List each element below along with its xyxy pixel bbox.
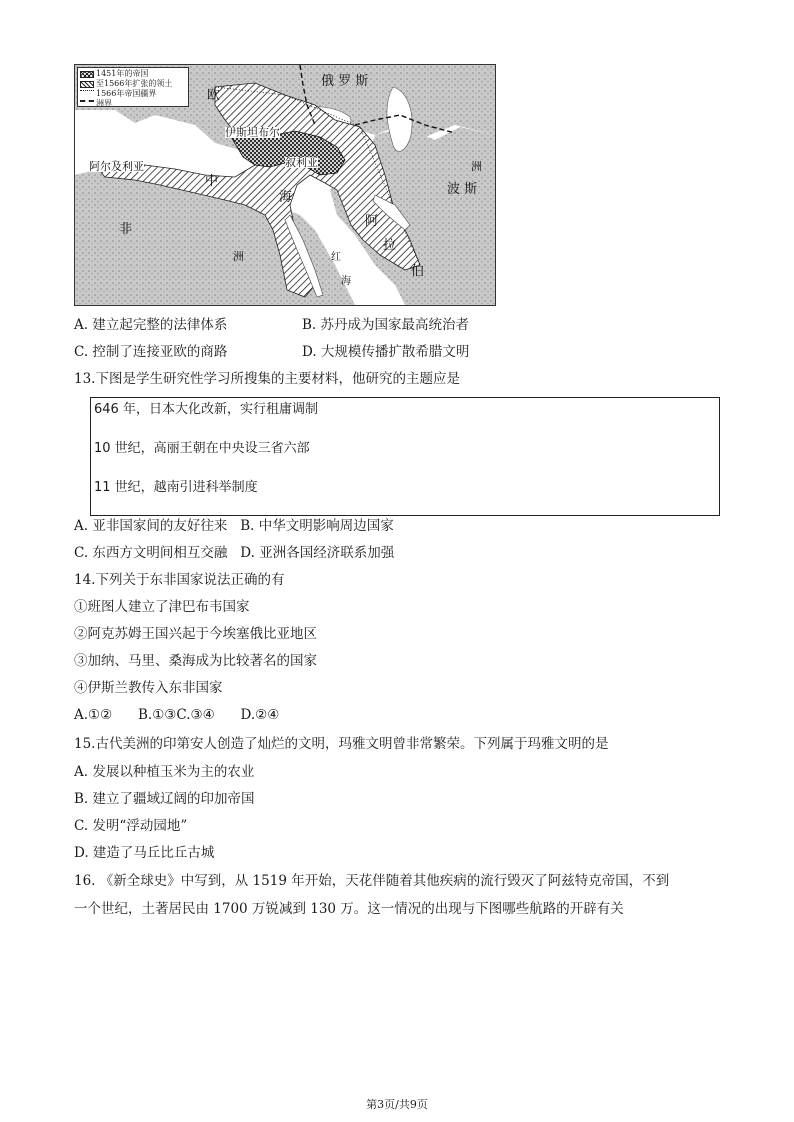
q14-item-2: ②阿克苏姆王国兴起于今埃塞俄比亚地区	[74, 626, 317, 642]
map-label-hai: 海	[279, 190, 293, 205]
q13-material-3: 11 世纪，越南引进科举制度	[94, 480, 258, 495]
map-label-russia: 俄 罗 斯	[321, 74, 369, 89]
dashed-line-swatch-icon	[80, 100, 94, 109]
map-label-arabia-la: 拉	[383, 238, 397, 253]
q13-material-box	[90, 397, 720, 516]
map-label-algeria: 阿尔及利亚	[89, 160, 144, 173]
map-label-africa-zhou: 洲	[233, 250, 244, 263]
map-label-africa-fei: 非	[119, 222, 133, 237]
q14-item-3: ③加纳、马里、桑海成为比较著名的国家	[74, 653, 317, 669]
q15-option-b: B. 建立了疆域辽阔的印加帝国	[74, 791, 255, 807]
map-label-arabia-bo: 伯	[411, 264, 425, 279]
q12-option-a: A. 建立起完整的法律体系	[74, 317, 228, 333]
legend-item-border-1566: 1566年帝国疆界	[80, 89, 186, 99]
ottoman-empire-map	[74, 64, 496, 306]
q13-options-cd: C. 东西方文明间相互交融 D. 亚洲各国经济联系加强	[74, 545, 395, 561]
map-label-redsea-hong: 红	[331, 252, 341, 263]
legend-item-1451: 1451年的帝国	[80, 69, 186, 79]
q15-option-c: C. 发明“浮动园地”	[74, 818, 188, 834]
q15-option-a: A. 发展以种植玉米为主的农业	[74, 764, 255, 780]
q12-option-b: B. 苏丹成为国家最高统治者	[302, 317, 470, 333]
q13-material-2: 10 世纪，高丽王朝在中央设三省六部	[94, 441, 310, 456]
legend-item-expansion: 至1566年扩张的领土	[80, 79, 186, 89]
map-legend	[77, 67, 189, 107]
map-label-arabia-a: 阿	[365, 214, 379, 229]
map-label-europe: 欧	[207, 88, 221, 103]
q14-item-1: ①班图人建立了津巴布韦国家	[74, 599, 250, 615]
dotted-line-swatch-icon	[80, 90, 94, 98]
q15-option-d: D. 建造了马丘比丘古城	[74, 845, 215, 861]
q12-option-c: C. 控制了连接亚欧的商路	[74, 344, 228, 360]
q13-question: 13.下图是学生研究性学习所搜集的主要材料，他研究的主题应是	[74, 371, 460, 387]
map-label-syria: 叙利亚	[285, 156, 318, 169]
map-label-istanbul: 伊斯坦布尔	[225, 126, 280, 139]
q13-material-1: 646 年，日本大化改新，实行租庸调制	[94, 402, 318, 417]
q13-options-ab: A. 亚非国家间的友好往来 B. 中华文明影响周边国家	[74, 518, 394, 534]
map-label-asia-zhou: 洲	[471, 160, 482, 173]
q12-option-d: D. 大规模传播扩散希腊文明	[302, 344, 470, 360]
q15-question: 15.古代美洲的印第安人创造了灿烂的文明，玛雅文明曾非常繁荣。下列属于玛雅文明的是	[74, 736, 609, 752]
q14-question: 14.下列关于东非国家说法正确的有	[74, 572, 285, 588]
legend-item-continent: 洲界	[80, 99, 186, 109]
map-label-zhong: 中	[205, 174, 219, 189]
diagonal-hatch-swatch-icon	[80, 81, 94, 88]
q16-text-line-2: 一个世纪，土著居民由 1700 万锐减到 130 万。这一情况的出现与下图哪些航路的开辟有关	[74, 901, 624, 917]
q14-item-4: ④伊斯兰教传入东非国家	[74, 680, 223, 696]
crosshatch-swatch-icon	[80, 71, 94, 78]
map-label-persia: 波 斯	[447, 182, 478, 197]
page-number: 第3页/共9页	[366, 1098, 428, 1111]
q16-text-line-1: 16. 《新全球史》中写到，从 1519 年开始，天花伴随着其他疾病的流行毁灭了阿兹特克帝国，不到	[74, 873, 670, 889]
map-label-redsea-hai: 海	[341, 276, 351, 287]
q14-options: A.①② B.①③C.③④ D.②④	[74, 707, 280, 723]
